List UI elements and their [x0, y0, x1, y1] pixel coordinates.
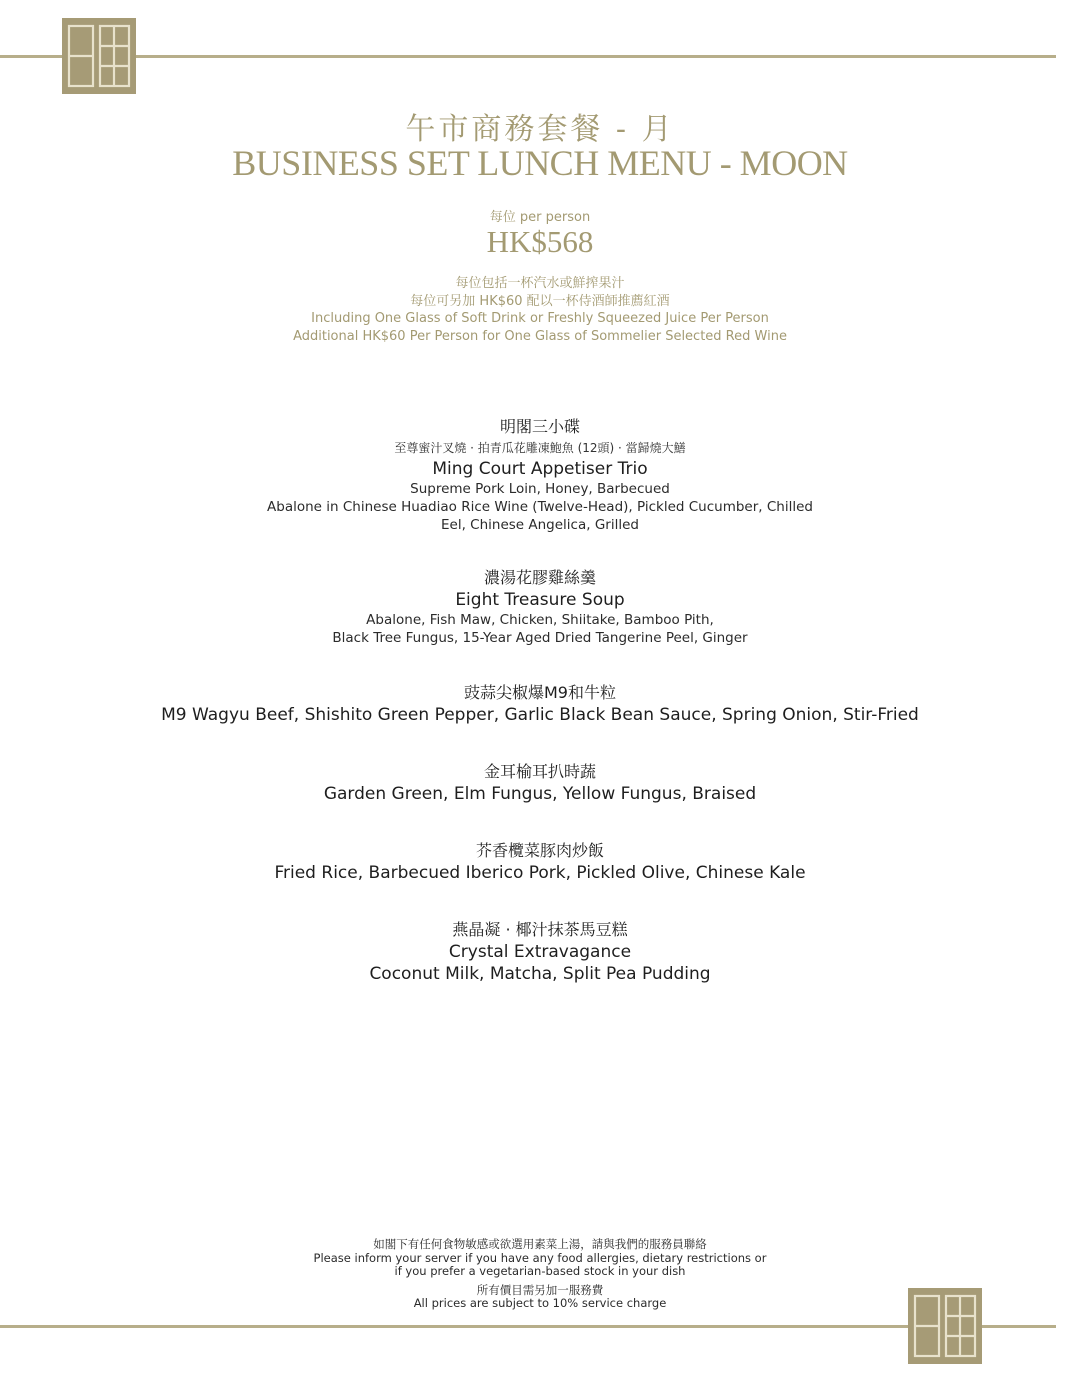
course-name-zh: 金耳榆耳扒時蔬: [483, 762, 596, 781]
footer-notes: [0, 1238, 1080, 1311]
service-charge-zh: 所有價目需另加一服務費: [476, 1282, 604, 1297]
note-wine-zh: 每位可另加 HK$60 配以一杯侍酒師推薦紅酒: [410, 293, 670, 309]
course-desc: Supreme Pork Loin, Honey, Barbecued: [410, 481, 670, 497]
course-desc-en: Coconut Milk, Matcha, Split Pea Pudding: [369, 964, 711, 984]
note-drink-zh: 每位包括一杯汽水或鮮搾果汁: [455, 276, 625, 291]
allergy-note-en-2: if you prefer a vegetarian-based stock in your dish: [394, 1264, 686, 1278]
course-name-zh: 豉蒜尖椒爆M9和牛粒: [464, 683, 616, 702]
course-name-en: Garden Green, Elm Fungus, Yellow Fungus, Braised: [323, 784, 757, 804]
course-desc: Eel, Chinese Angelica, Grilled: [441, 517, 639, 533]
price-notes: [0, 275, 1080, 345]
price: HK$568: [486, 224, 594, 259]
allergy-note-en: Please inform your server if you have any food allergies, dietary restrictions or: [313, 1250, 767, 1265]
course-desc: Abalone, Fish Maw, Chicken, Shiitake, Bamboo Pith,: [366, 612, 714, 628]
course-name-en: M9 Wagyu Beef, Shishito Green Pepper, Garlic Black Bean Sauce, Spring Onion, Stir-Fried: [161, 705, 919, 725]
menu-title-en: BUSINESS SET LUNCH MENU - MOON: [232, 143, 848, 183]
course-name-zh: 燕晶凝 · 椰汁抹茶馬豆糕: [452, 920, 628, 939]
course-name-zh: 明閣三小碟: [499, 417, 580, 436]
per-person-label: 每位 per person: [489, 210, 591, 225]
course-desc: Black Tree Fungus, 15-Year Aged Dried Tangerine Peel, Ginger: [332, 630, 748, 646]
course-sub-zh: 至尊蜜汁叉燒 · 拍青瓜花雕凍鮑魚 (12頭) · 當歸燒大鱔: [394, 441, 686, 455]
course-vegetable: [0, 761, 1080, 805]
note-drink-en: Including One Glass of Soft Drink or Freshly Squeezed Juice Per Person: [311, 311, 769, 326]
allergy-note-zh: 如閣下有任何食物敏感或欲選用素菜上湯，請與我們的服務員聯絡: [373, 1237, 707, 1251]
course-desc: Abalone in Chinese Huadiao Rice Wine (Twelve-Head), Pickled Cucumber, Chilled: [267, 499, 813, 515]
course-name-en: Ming Court Appetiser Trio: [432, 459, 648, 479]
course-name-en: Eight Treasure Soup: [455, 590, 625, 610]
menu-title-zh: 午市商務套餐 - 月: [405, 112, 675, 147]
course-name-zh: 芥香欖菜豚肉炒飯: [475, 841, 604, 860]
service-charge-en: All prices are subject to 10% service charge: [413, 1296, 667, 1310]
course-name-zh: 濃湯花膠雞絲羹: [483, 568, 596, 587]
course-name-en: Fried Rice, Barbecued Iberico Pork, Pickled Olive, Chinese Kale: [274, 863, 806, 883]
note-wine-en: Additional HK$60 Per Person for One Glass of Sommelier Selected Red Wine: [293, 328, 787, 344]
course-wagyu: [0, 682, 1080, 726]
course-dessert: [0, 919, 1080, 985]
bottom-rule: [0, 1325, 1056, 1328]
course-soup: [0, 567, 1080, 647]
ming-court-logo-icon: [62, 18, 136, 94]
top-rule: [0, 55, 1056, 58]
course-appetiser: [0, 416, 1080, 534]
course-name-en: Crystal Extravagance: [448, 942, 632, 962]
course-fried-rice: [0, 840, 1080, 884]
